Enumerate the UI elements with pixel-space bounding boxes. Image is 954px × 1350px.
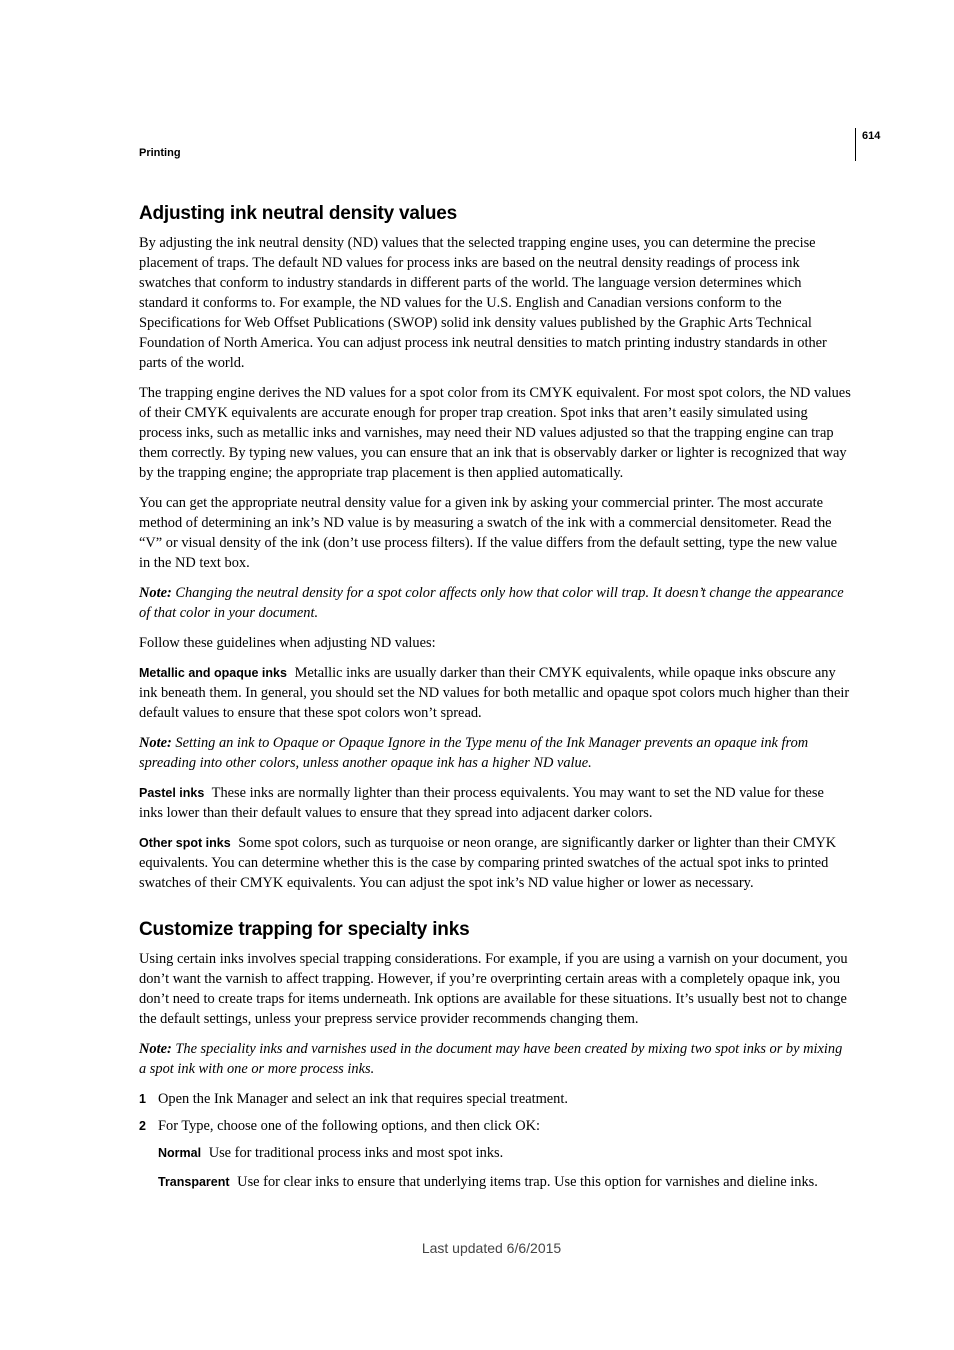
note-text: Setting an ink to Opaque or Opaque Ignore in the Type menu of the Ink Manager prevents an opaque ink from spreading into other colors, unless another opaque ink has a higher ND value. <box>139 735 809 771</box>
option-transparent <box>139 1172 851 1192</box>
note-text: The speciality inks and varnishes used in the document may have been created by mixing two spot inks or by mixing a spot ink with one or more process inks. <box>139 1041 843 1077</box>
runin-label-metallic: Metallic and opaque inks <box>139 666 287 680</box>
note-label: Note: <box>139 1041 172 1057</box>
step-number: 2 <box>139 1119 146 1133</box>
running-head: Printing <box>139 147 181 159</box>
paragraph-densitometer: You can get the appropriate neutral density value for a given ink by asking your commercial printer. The most accurate method of determining an ink’s ND value is by measuring a swatch of the ink with a commercial densitometer. Read the “V” or visual density of the ink (don’t use process filters). If the value differs from the default setting, type the new value in the ND text box. <box>139 495 838 571</box>
step-2 <box>139 1116 851 1136</box>
note-spot-color <box>139 583 851 623</box>
page-number-rule <box>855 128 856 161</box>
option-text: Use for traditional process inks and most spot inks. <box>208 1145 504 1161</box>
guideline-metallic-text: Metallic inks are usually darker than their CMYK equivalents, while opaque inks obscure any ink beneath them. In general, you should set the ND values for both metallic and opaque spot colors much higher than their default values to ensure that these spot colors won’t spread. <box>139 665 850 721</box>
option-label-transparent: Transparent <box>158 1175 230 1189</box>
runin-label-pastel: Pastel inks <box>139 786 205 800</box>
paragraph-spot-color: The trapping engine derives the ND values for a spot color from its CMYK equivalent. For most spot colors, the ND values of their CMYK equivalents are accurate enough for proper trap creation. Spot inks that aren’t easily simulated using process inks, such as metallic inks and varnishes, may need their ND values adjusted so that the trapping engine can trap them correctly. By typing new values, you can ensure that an ink that is observably darker or lighter is recognized that way by the trapping engine; the appropriate trap placement is then applied automatically. <box>139 385 851 481</box>
step-text: For Type, choose one of the following options, and then click OK: <box>158 1118 541 1134</box>
guideline-metallic <box>139 663 851 723</box>
guidelines-intro: Follow these guidelines when adjusting ND values: <box>139 635 436 651</box>
section-heading-specialty-inks: Customize trapping for specialty inks <box>139 919 470 940</box>
step-number: 1 <box>139 1092 146 1106</box>
option-label-normal: Normal <box>158 1146 202 1160</box>
step-1 <box>139 1089 851 1109</box>
note-label: Note: <box>139 735 172 751</box>
note-text: Changing the neutral density for a spot color affects only how that color will trap. It doesn’t change the appearance of that color in your document. <box>139 585 844 621</box>
page-number: 614 <box>862 130 881 142</box>
section-heading-nd-values: Adjusting ink neutral density values <box>139 203 457 224</box>
guideline-other-spot <box>139 833 851 893</box>
guideline-pastel <box>139 783 851 823</box>
option-normal <box>139 1143 851 1163</box>
step-text: Open the Ink Manager and select an ink that requires special treatment. <box>158 1091 568 1107</box>
note-opaque <box>139 733 851 773</box>
note-speciality-inks <box>139 1039 851 1079</box>
note-label: Note: <box>139 585 172 601</box>
guideline-pastel-text: These inks are normally lighter than their process equivalents. You may want to set the ND value for these inks lower than their default values to ensure that they spread into adjacent darker colors. <box>139 785 824 821</box>
option-text: Use for clear inks to ensure that underlying items trap. Use this option for varnishes and dieline inks. <box>237 1174 818 1190</box>
main-content <box>139 201 851 1201</box>
paragraph-intro: By adjusting the ink neutral density (ND) values that the selected trapping engine uses, you can determine the precise placement of traps. The default ND values for process inks are based on the neutral density readings of process ink swatches that conform to industry standards in different parts of the world. The language version determines which standard it conforms to. For example, the ND values for the U.S. English and Canadian versions conform to the Specifications for Web Offset Publications (SWOP) solid ink density values published by the Graphic Arts Technical Foundation of North America. You can adjust process ink neutral densities to match printing industry standards in other parts of the world. <box>139 235 827 371</box>
runin-label-other-spot: Other spot inks <box>139 836 231 850</box>
guideline-other-spot-text: Some spot colors, such as turquoise or neon orange, are significantly darker or lighter than their CMYK equivalents. You can determine whether this is the case by comparing printed swatches of the actual spot inks to printed swatches of their CMYK equivalents. You can adjust the spot ink’s ND value higher or lower as necessary. <box>139 835 837 891</box>
footer-last-updated: Last updated 6/6/2015 <box>421 1240 562 1256</box>
paragraph-specialty: Using certain inks involves special trapping considerations. For example, if you are using a varnish on your document, you don’t want the varnish to affect trapping. However, if you’re overprinting certain areas with a completely opaque ink, you don’t need to create traps for items underneath. Ink options are available for these situations. It’s usually best not to change the default settings, unless your prepress service provider recommends changing them. <box>139 951 848 1027</box>
